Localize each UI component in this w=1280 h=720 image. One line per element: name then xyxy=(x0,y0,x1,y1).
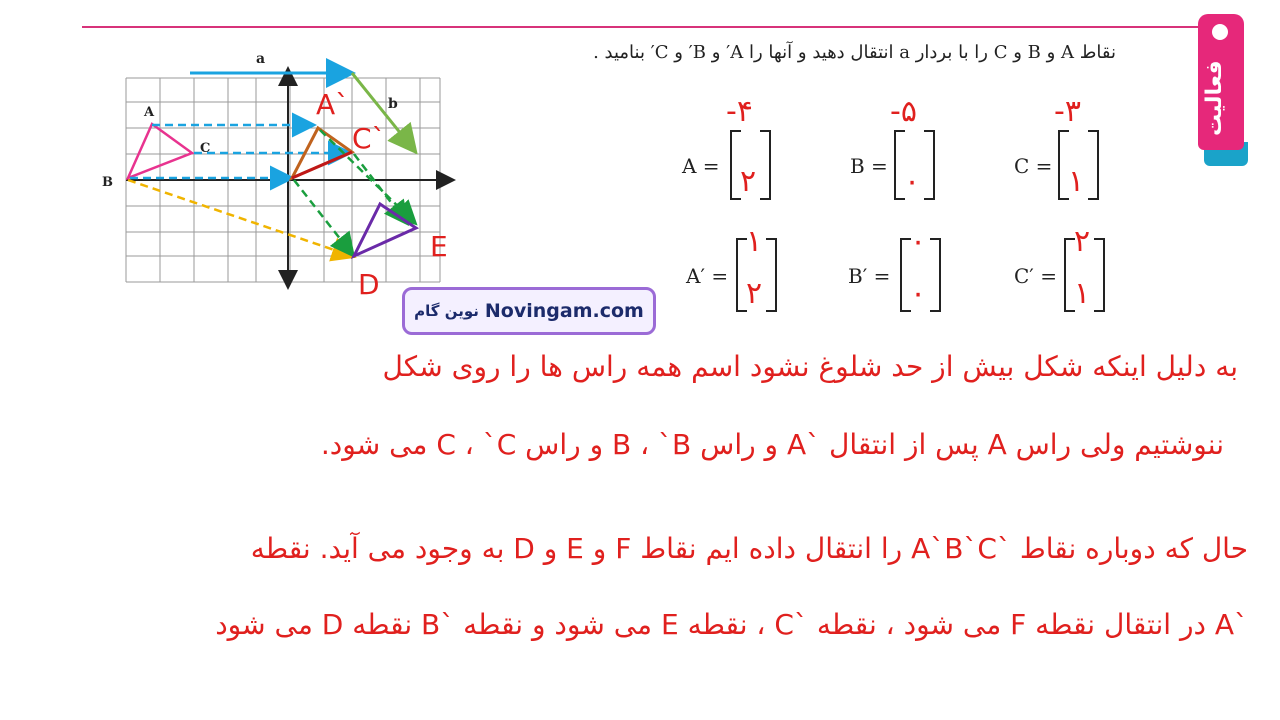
vector-a-prime-top-value: ۱ xyxy=(746,224,763,259)
label-point-e: E xyxy=(430,230,448,263)
vector-c-prime-right-bracket xyxy=(1094,238,1105,312)
triangle-def xyxy=(354,204,416,256)
label-point-a: A xyxy=(144,105,155,120)
vector-b-prime xyxy=(846,222,946,318)
label-vector-b: b xyxy=(388,96,398,112)
novingam-logo xyxy=(402,287,656,335)
vector-b-top-value: -۵ xyxy=(890,94,917,129)
vector-b-prime-right-bracket xyxy=(930,238,941,312)
activity-tab xyxy=(1198,14,1250,162)
vector-a-bottom-value: ۲ xyxy=(740,164,757,199)
vector-c-prime-top-value: ۲ xyxy=(1074,224,1091,259)
vector-c-top-value: -۳ xyxy=(1054,94,1081,129)
vector-b-right-bracket xyxy=(924,130,935,200)
vector-c-bottom-value: ۱ xyxy=(1068,164,1085,199)
logo-persian-text: نوین گام xyxy=(414,302,479,320)
vector-a-prime-name: A′ = xyxy=(686,264,729,288)
dash-bprime-to-d xyxy=(294,180,352,254)
instruction-text: نقاط A و B و C را با بردار a انتقال دهید و آنها را A′ و B′ و C′ بنامید . xyxy=(593,42,1116,63)
vector-b-prime-top-value: ۰ xyxy=(910,224,927,259)
vector-c-name: C = xyxy=(1014,154,1053,178)
explanation-line-2: ننوشتیم ولی راس A پس از انتقال `A و راس B ، `B و راس C ، `C می شود. xyxy=(320,428,1224,461)
explanation-line-4: `A در انتقال نقطه F می شود ، نقطه `C ، نقطه E می شود و نقطه `B نقطه D می شود xyxy=(215,608,1248,641)
vector-a xyxy=(680,94,780,208)
explanation-line-1: به دلیل اینکه شکل بیش از حد شلوغ نشود اسم همه راس ها را روی شکل xyxy=(382,350,1238,383)
vector-b xyxy=(848,94,948,208)
vector-c-prime-bottom-value: ۱ xyxy=(1074,276,1091,311)
vector-c-prime xyxy=(1012,222,1112,318)
vector-c-prime-name: C′ = xyxy=(1014,264,1057,288)
vector-c xyxy=(1012,94,1112,208)
vector-b-prime-bottom-value: ۰ xyxy=(910,276,927,311)
vector-a-name: A = xyxy=(682,154,720,178)
vector-a-right-bracket xyxy=(760,130,771,200)
label-point-c-prime: C` xyxy=(352,122,386,155)
label-point-d: D xyxy=(358,268,380,301)
tab-dot-icon xyxy=(1212,24,1228,40)
translation-diagram xyxy=(96,40,466,310)
label-vector-a: a xyxy=(256,51,266,67)
vector-a-prime-right-bracket xyxy=(766,238,777,312)
label-point-b: B xyxy=(102,175,113,190)
explanation-line-3: حال که دوباره نقاط `A`B`C را انتقال داده ایم نقاط F و E و D به وجود می آید. نقطه xyxy=(250,532,1248,565)
vector-c-right-bracket xyxy=(1088,130,1099,200)
label-point-a-prime: A` xyxy=(316,88,350,121)
vector-a-prime-bottom-value: ۲ xyxy=(746,276,763,311)
vector-b-bottom-value: ۰ xyxy=(904,164,921,199)
logo-site-text: Novingam.com xyxy=(484,300,644,322)
vector-a-prime xyxy=(684,222,784,318)
vector-b-name: B = xyxy=(850,154,888,178)
dash-b-to-d xyxy=(128,180,352,256)
top-divider-line xyxy=(82,26,1202,28)
vector-b-prime-name: B′ = xyxy=(848,264,891,288)
edge-bprime-cprime xyxy=(292,152,352,178)
vector-a-top-value: -۴ xyxy=(726,94,753,129)
tab-label: فعالیت xyxy=(1202,60,1227,136)
label-point-c: C xyxy=(200,141,211,156)
dash-cprime-to-f xyxy=(354,154,406,222)
